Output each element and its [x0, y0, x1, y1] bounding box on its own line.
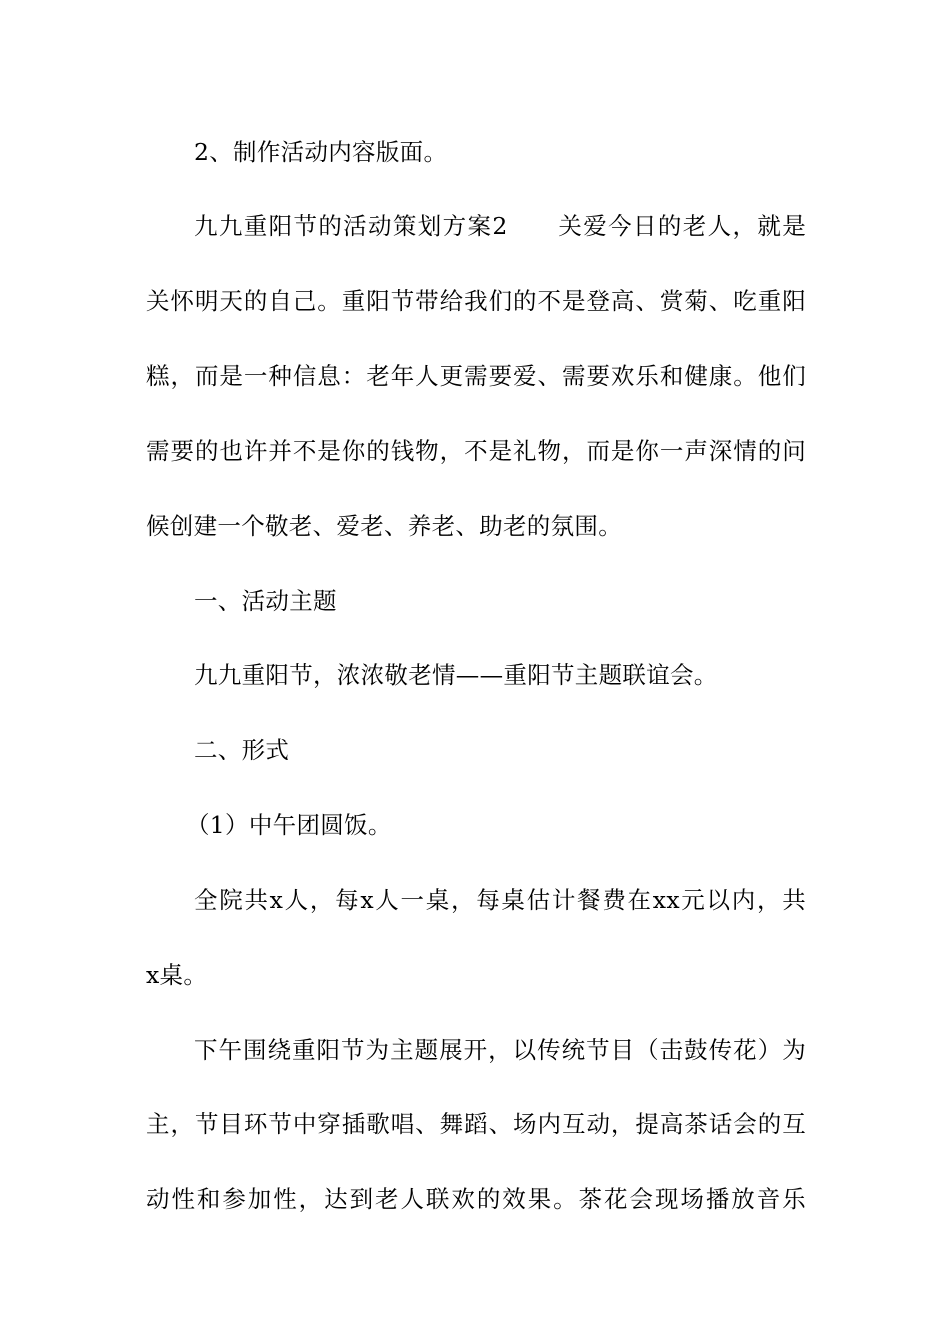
paragraph-line: 候创建一个敬老、爱老、养老、助老的氛围。	[146, 512, 622, 540]
paragraph-line: 全院共x人，每x人一桌，每桌估计餐费在xx元以内，共	[194, 886, 806, 914]
paragraph-line: 需要的也许并不是你的钱物，不是礼物，而是你一声深情的问	[146, 437, 806, 465]
paragraph-line: x桌。	[146, 961, 208, 989]
paragraph-line: 主，节目环节中穿插歌唱、舞蹈、场内互动，提高茶话会的互	[146, 1110, 806, 1138]
paragraph-line: 2、制作活动内容版面。	[194, 138, 448, 166]
paragraph-line: 九九重阳节的活动策划方案2 关爱今日的老人，就是	[194, 212, 806, 240]
section-heading: 一、活动主题	[194, 587, 337, 615]
paragraph-line: 动性和参加性，达到老人联欢的效果。茶花会现场播放音乐	[146, 1185, 806, 1213]
section-heading: 二、形式	[194, 736, 290, 764]
paragraph-line: 下午围绕重阳节为主题展开，以传统节目（击鼓传花）为	[194, 1036, 806, 1064]
paragraph-line: 关怀明天的自己。重阳节带给我们的不是登高、赏菊、吃重阳	[146, 287, 806, 315]
paragraph-line: 九九重阳节，浓浓敬老情——重阳节主题联谊会。	[194, 661, 718, 689]
sub-heading: （1）中午团圆饭。	[186, 811, 392, 839]
paragraph-line: 糕，而是一种信息：老年人更需要爱、需要欢乐和健康。他们	[146, 362, 806, 390]
